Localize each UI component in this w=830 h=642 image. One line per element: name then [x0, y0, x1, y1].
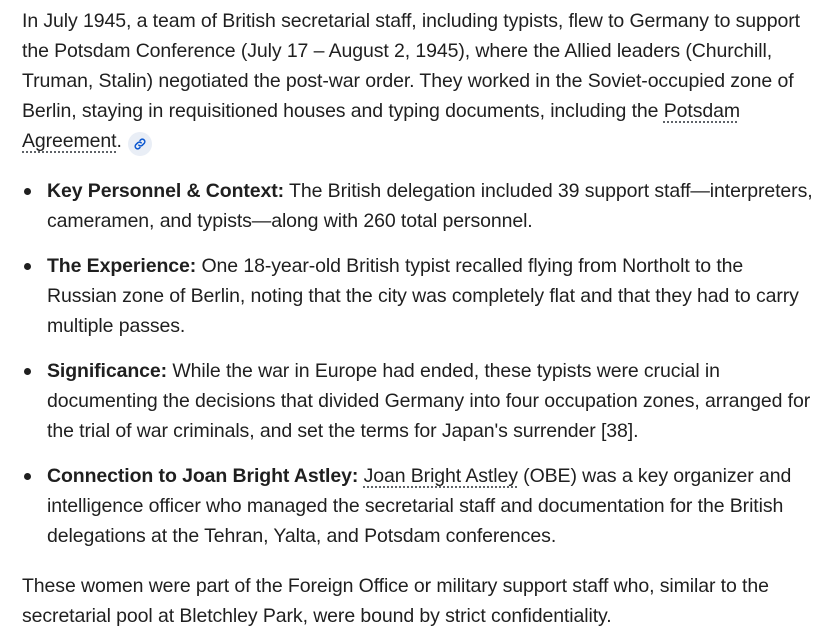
potsdam-agreement-link[interactable]: Potsdam Agreement	[22, 100, 740, 152]
intro-paragraph	[22, 6, 814, 156]
closing-paragraph: These women were part of the Foreign Office or military support staff who, similar to the secretarial pool at Bletchley Park, were bound by strict confidentiality.	[22, 575, 769, 627]
bullet-dot	[24, 368, 31, 375]
list-item	[22, 356, 814, 446]
list-item-body: While the war in Europe had ended, these typists were crucial in documenting the decisions that divided Germany into four occupation zones, arranged for the trial of war criminals, and set the terms for Japan's surrender [38].	[47, 360, 811, 442]
list-item-title: Significance:	[47, 360, 168, 382]
list-item-body: One 18-year-old British typist recalled flying from Northolt to the Russian zone of Berlin, noting that the city was completely flat and that they had to carry multiple passes.	[47, 255, 799, 337]
link-icon	[133, 137, 147, 151]
list-item	[22, 176, 814, 236]
list-item-title: Connection to Joan Bright Astley:	[47, 465, 359, 487]
list-item	[22, 251, 814, 341]
bullet-dot	[24, 473, 31, 480]
bullet-dot	[24, 263, 31, 270]
list-item-body: The British delegation included 39 support staff—interpreters, cameramen, and typists—along with 260 total personnel.	[47, 180, 813, 232]
bullet-list	[22, 176, 814, 551]
list-item	[22, 461, 814, 551]
intro-text: In July 1945, a team of British secretarial staff, including typists, flew to Germany to support the Potsdam Conference (July 17 – August 2, 1945), where the Allied leaders (Churchill, Truman, Stalin) negotiated the post-war order. They worked in the Soviet-occupied zone of Berlin, staying in requisitioned houses and typing documents, including the	[22, 10, 800, 122]
list-item-title: Key Personnel & Context:	[47, 180, 285, 202]
bullet-dot	[24, 188, 31, 195]
list-item-title: The Experience:	[47, 255, 197, 277]
joan-bright-astley-link[interactable]: Joan Bright Astley	[363, 465, 518, 487]
list-item-body: (OBE) was a key organizer and intelligence officer who managed the secretarial staff and documentation for the British delegations at the Tehran, Yalta, and Potsdam conferences.	[47, 465, 792, 547]
response-content	[22, 6, 814, 631]
source-link-chip[interactable]	[128, 132, 152, 156]
intro-period: .	[116, 130, 122, 152]
